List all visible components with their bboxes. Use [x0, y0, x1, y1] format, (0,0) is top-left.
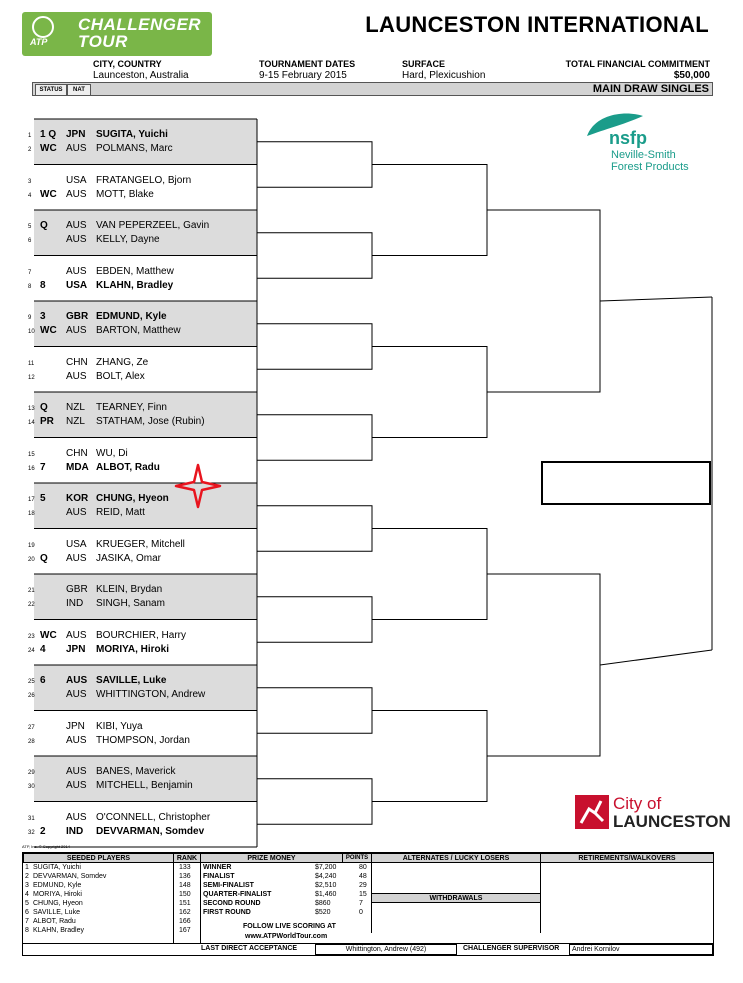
seed-rank: 136: [179, 873, 191, 880]
player-status: WC: [40, 188, 57, 200]
draw-position: 22: [28, 602, 35, 608]
player-name: BANES, Maverick: [96, 766, 176, 777]
player-nation: AUS: [66, 325, 87, 336]
seed-name: SUGITA, Yuichi: [33, 864, 81, 871]
status-tag: STATUS: [35, 84, 67, 96]
draw-position: 18: [28, 511, 35, 517]
player-nation: AUS: [66, 507, 87, 518]
seed-name: DEVVARMAN, Somdev: [33, 873, 107, 880]
commitment-label: TOTAL FINANCIAL COMMITMENT: [565, 59, 710, 69]
player-name: MOTT, Blake: [96, 188, 154, 200]
live-scoring-url[interactable]: www.ATPWorldTour.com: [245, 933, 328, 940]
nsfp-line1: Neville-Smith: [611, 149, 676, 161]
city-line2: LAUNCESTON: [613, 812, 731, 831]
draw-position: 24: [28, 647, 35, 654]
player-nation: AUS: [66, 766, 87, 777]
player-nation: GBR: [66, 311, 89, 322]
rank-header: RANK: [173, 853, 201, 863]
player-name: JASIKA, Omar: [96, 552, 162, 564]
prize-amount: $860: [315, 900, 331, 907]
logo-line1: CHALLENGER: [78, 15, 202, 34]
seed-number: 2: [25, 873, 29, 880]
lda-label: LAST DIRECT ACCEPTANCE: [201, 945, 298, 952]
player-nation: AUS: [66, 629, 87, 641]
seed-number: 8: [25, 927, 29, 934]
player-name: KELLY, Dayne: [96, 234, 160, 245]
retirements-header: RETIREMENTS/WALKOVERS: [540, 853, 714, 863]
seed-rank: 166: [179, 918, 191, 925]
seed-number: 7: [25, 918, 29, 925]
player-name: KLEIN, Brydan: [96, 584, 163, 595]
seed-name: MORIYA, Hiroki: [33, 891, 82, 898]
draw-position: 4: [28, 192, 32, 199]
draw-position: 13: [28, 406, 35, 412]
seed-rank: 148: [179, 882, 191, 889]
player-status: PR: [40, 416, 54, 427]
live-scoring-line1: FOLLOW LIVE SCORING AT: [243, 923, 336, 930]
player-name: KRUEGER, Mitchell: [96, 538, 185, 550]
seed-name: SAVILLE, Luke: [33, 909, 80, 916]
draw-position: 5: [28, 224, 32, 230]
player-nation: AUS: [66, 734, 87, 746]
player-status: 3: [40, 311, 46, 322]
logo-line2: TOUR: [78, 32, 128, 51]
player-name: REID, Matt: [96, 507, 145, 518]
player-name: EDMUND, Kyle: [96, 311, 167, 322]
seed-name: KLAHN, Bradley: [33, 927, 84, 934]
player-nation: IND: [66, 598, 84, 609]
draw-position: 19: [28, 542, 35, 549]
player-nation: CHN: [66, 356, 88, 368]
draw-position: 3: [28, 178, 32, 185]
prize-amount: $7,200: [315, 864, 337, 871]
seed-number: 1: [25, 864, 29, 871]
player-nation: AUS: [66, 370, 87, 382]
draw-position: 30: [28, 784, 35, 790]
player-nation: MDA: [66, 461, 89, 473]
draw-position: 16: [28, 465, 35, 472]
prize-points: 7: [359, 900, 363, 907]
player-nation: NZL: [66, 416, 85, 427]
player-name: BOURCHIER, Harry: [96, 629, 187, 641]
prize-amount: $2,510: [315, 882, 337, 889]
city-label: CITY, COUNTRY: [93, 59, 162, 69]
player-status: 1 Q: [40, 129, 57, 140]
player-status: 2: [40, 825, 46, 837]
player-status: 7: [40, 461, 46, 473]
player-nation: AUS: [66, 234, 87, 245]
player-name: WHITTINGTON, Andrew: [96, 689, 206, 700]
player-nation: AUS: [66, 552, 87, 564]
player-name: BARTON, Matthew: [96, 325, 181, 336]
player-name: SINGH, Sanam: [96, 598, 165, 609]
seed-rank: 133: [179, 864, 191, 871]
player-nation: IND: [66, 825, 84, 837]
seed-name: EDMUND, Kyle: [33, 882, 82, 889]
player-name: THOMPSON, Jordan: [96, 734, 190, 746]
prize-amount: $520: [315, 909, 331, 916]
player-name: POLMANS, Marc: [96, 143, 173, 154]
seed-number: 6: [25, 909, 29, 916]
prize-round: WINNER: [203, 864, 232, 871]
city-crest-icon: [575, 795, 609, 831]
commitment-value: $50,000: [673, 70, 710, 81]
player-status: WC: [40, 629, 57, 641]
player-status: 8: [40, 279, 46, 291]
seed-rank: 150: [179, 891, 191, 898]
draw-position: 15: [28, 451, 35, 458]
player-name: SAVILLE, Luke: [96, 675, 167, 686]
city-value: Launceston, Australia: [93, 70, 189, 81]
draw-position: 31: [28, 815, 35, 822]
player-name: WU, Di: [96, 447, 128, 459]
nat-tag: NAT: [67, 84, 91, 96]
player-name: DEVVARMAN, Somdev: [96, 825, 205, 837]
prize-points: 29: [359, 882, 367, 889]
player-nation: AUS: [66, 675, 88, 686]
player-nation: NZL: [66, 402, 85, 413]
player-nation: USA: [66, 279, 88, 291]
copyright-text: ATP, Inc. © Copyright 2014: [22, 844, 70, 849]
draw-position: 11: [28, 360, 35, 367]
player-name: KIBI, Yuya: [96, 720, 143, 732]
prize-header: PRIZE MONEY: [200, 853, 343, 863]
seed-number: 5: [25, 900, 29, 907]
dates-label: TOURNAMENT DATES: [259, 59, 356, 69]
draw-position: 20: [28, 556, 35, 563]
draw-position: 17: [28, 497, 35, 503]
player-status: WC: [40, 325, 57, 336]
player-status: Q: [40, 220, 48, 231]
city-of-launceston-logo: [575, 793, 731, 833]
nsfp-logo: [585, 110, 715, 180]
draw-position: 1: [28, 133, 32, 139]
prize-round: SECOND ROUND: [203, 900, 261, 907]
draw-position: 12: [28, 374, 35, 381]
draw-label: MAIN DRAW SINGLES: [592, 83, 709, 95]
player-name: ALBOT, Radu: [96, 461, 160, 473]
draw-position: 2: [28, 147, 32, 153]
player-nation: AUS: [66, 143, 87, 154]
player-nation: JPN: [66, 643, 86, 655]
draw-position: 21: [28, 588, 35, 594]
prize-round: QUARTER-FINALIST: [203, 891, 272, 898]
points-header: POINTS: [342, 853, 372, 863]
prize-round: FINALIST: [203, 873, 235, 880]
champion-box: [541, 461, 711, 505]
player-nation: USA: [66, 174, 87, 186]
player-status: 5: [40, 493, 46, 504]
draw-position: 8: [28, 283, 32, 290]
prize-amount: $4,240: [315, 873, 337, 880]
draw-position: 25: [28, 679, 35, 685]
lda-value: Whittington, Andrew (492): [315, 944, 457, 955]
seed-number: 3: [25, 882, 29, 889]
draw-position: 26: [28, 693, 35, 699]
prize-round: SEMI-FINALIST: [203, 882, 254, 889]
seed-rank: 167: [179, 927, 191, 934]
draw-position: 29: [28, 770, 35, 776]
seed-rank: 151: [179, 900, 191, 907]
player-name: O'CONNELL, Christopher: [96, 811, 211, 823]
player-nation: AUS: [66, 689, 87, 700]
logo-atp: ATP: [30, 37, 48, 47]
draw-position: 14: [28, 420, 35, 426]
player-nation: AUS: [66, 780, 87, 791]
prize-amount: $1,460: [315, 891, 337, 898]
player-nation: GBR: [66, 584, 88, 595]
supervisor-label: CHALLENGER SUPERVISOR: [463, 945, 560, 952]
player-nation: USA: [66, 538, 87, 550]
player-nation: JPN: [66, 129, 86, 140]
seed-number: 4: [25, 891, 29, 898]
player-nation: AUS: [66, 188, 87, 200]
player-name: STATHAM, Jose (Rubin): [96, 416, 205, 427]
seeded-header: SEEDED PLAYERS: [23, 853, 174, 863]
draw-position: 23: [28, 633, 35, 640]
player-status: 6: [40, 675, 46, 686]
player-nation: AUS: [66, 220, 87, 231]
player-status: WC: [40, 143, 57, 154]
supervisor-value: Andrei Kornilov: [569, 944, 713, 955]
player-nation: KOR: [66, 493, 89, 504]
surface-label: SURFACE: [402, 59, 446, 69]
surface-value: Hard, Plexicushion: [402, 70, 486, 81]
withdrawals-header: WITHDRAWALS: [371, 893, 541, 903]
alternates-header: ALTERNATES / LUCKY LOSERS: [371, 853, 541, 863]
prize-points: 15: [359, 891, 367, 898]
draw-position: 27: [28, 724, 35, 731]
player-name: EBDEN, Matthew: [96, 265, 174, 277]
seed-name: CHUNG, Hyeon: [33, 900, 83, 907]
draw-position: 9: [28, 315, 32, 321]
nsfp-line2: Forest Products: [611, 161, 689, 173]
player-nation: JPN: [66, 720, 85, 732]
prize-points: 0: [359, 909, 363, 916]
player-name: SUGITA, Yuichi: [96, 129, 168, 140]
player-nation: AUS: [66, 811, 87, 823]
nsfp-mark: nsfp: [609, 128, 647, 148]
player-name: KLAHN, Bradley: [96, 279, 174, 291]
cursor-star-icon: [174, 463, 222, 509]
player-status: 4: [40, 643, 46, 655]
seed-rank: 162: [179, 909, 191, 916]
draw-position: 10: [28, 329, 35, 335]
seed-name: ALBOT, Radu: [33, 918, 76, 925]
player-name: TEARNEY, Finn: [96, 402, 167, 413]
player-status: Q: [40, 402, 48, 413]
city-line1: City of: [613, 794, 662, 813]
player-name: MITCHELL, Benjamin: [96, 780, 193, 791]
draw-position: 6: [28, 238, 32, 244]
draw-position: 32: [28, 829, 35, 836]
prize-points: 48: [359, 873, 367, 880]
player-name: CHUNG, Hyeon: [96, 493, 169, 504]
dates-value: 9-15 February 2015: [259, 70, 347, 81]
prize-round: FIRST ROUND: [203, 909, 251, 916]
draw-position: 28: [28, 738, 35, 745]
prize-points: 80: [359, 864, 367, 871]
footer-table: [22, 852, 714, 956]
player-name: FRATANGELO, Bjorn: [96, 174, 192, 186]
player-nation: CHN: [66, 447, 88, 459]
draw-position: 7: [28, 269, 32, 276]
player-name: ZHANG, Ze: [96, 356, 149, 368]
player-name: VAN PEPERZEEL, Gavin: [96, 220, 210, 231]
player-name: MORIYA, Hiroki: [96, 643, 169, 655]
player-name: BOLT, Alex: [96, 370, 145, 382]
tournament-title: LAUNCESTON INTERNATIONAL: [365, 12, 709, 37]
player-nation: AUS: [66, 265, 87, 277]
player-status: Q: [40, 552, 48, 564]
